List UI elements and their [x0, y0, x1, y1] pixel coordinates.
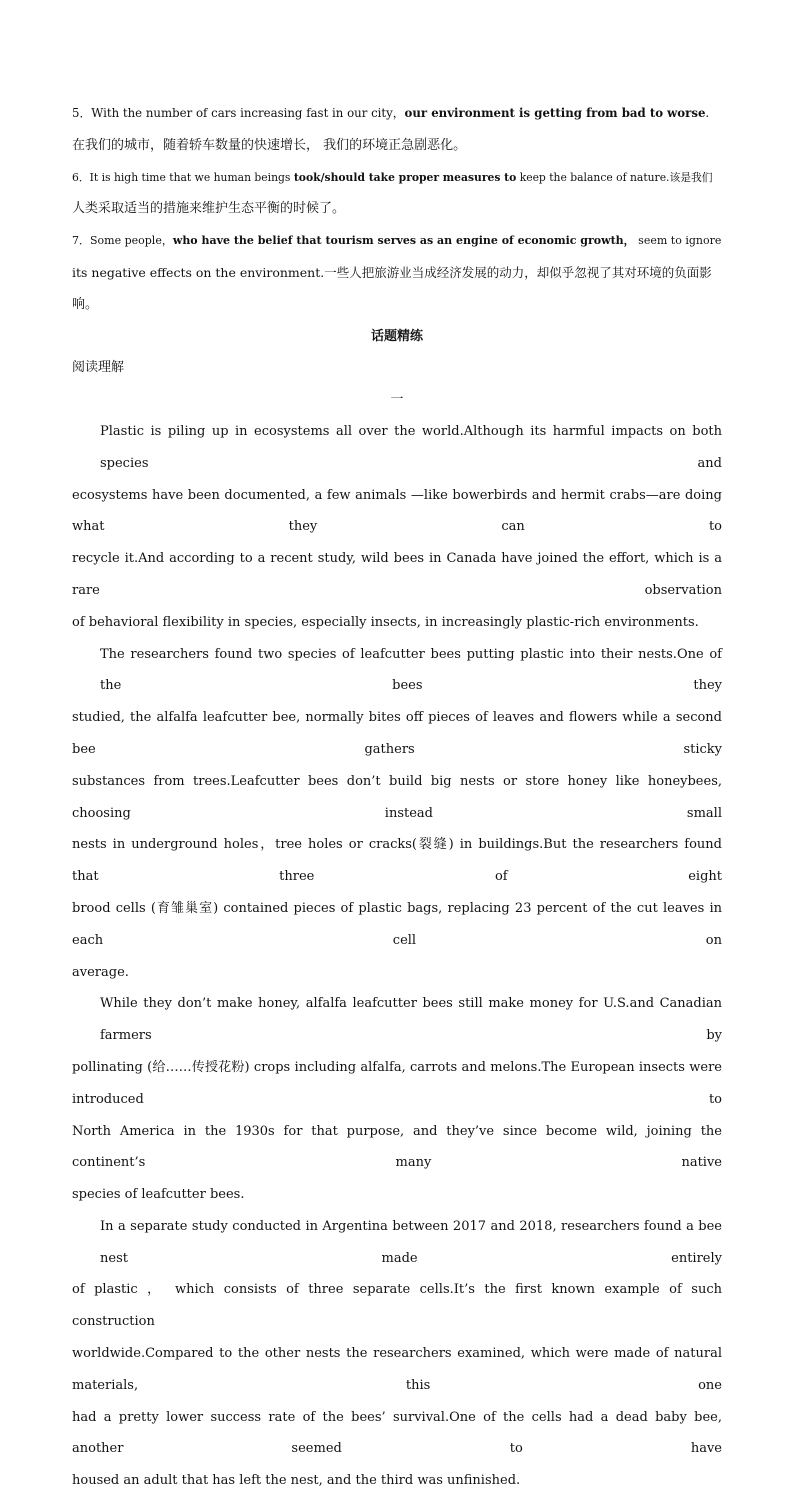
- sentence-6-bold: took/should take proper measures to: [293, 170, 517, 184]
- paragraph-3-line-3: North America in the 1930s for that purpose, and they’ve since become wild, joining the continent’s many native: [72, 1123, 722, 1171]
- section-title: 话题精练: [370, 328, 423, 344]
- paragraph-2-line-5: brood cells (育雏巢室) contained pieces of plastic bags, replacing 23 percent of the cut leaves in each cell on: [72, 900, 722, 948]
- sentence-7-label: 7．: [72, 234, 90, 248]
- paragraph-2-line-6: average.: [72, 964, 129, 980]
- sentence-7-line2: its negative effects on the environment.一些人把旅游业当成经济发展的动力，却似乎忽视了其对环境的负面影: [72, 264, 712, 280]
- sentence-6: [72, 162, 722, 194]
- sentence-5-label: 5．: [72, 106, 92, 120]
- paragraph-1-line-4: of behavioral flexibility in species, especially insects, in increasingly plastic-rich environments.: [72, 614, 699, 630]
- sentence-6-line2: 人类采取适当的措施来维护生态平衡的时候了。: [72, 201, 346, 217]
- paragraph-4-line-2: of plastic ， which consists of three separate cells.It’s the first known example of such construction: [72, 1282, 722, 1330]
- paragraph-2-line-2: studied, the alfalfa leafcutter bee, normally bites off pieces of leaves and flowers while a second bee gathers sticky: [72, 710, 722, 757]
- sentence-7-post: seem to ignore: [634, 234, 722, 248]
- paragraph-1-line-2: ecosystems have been documented, a few animals —like bowerbirds and hermit crabs—are doing what they can to: [72, 487, 722, 535]
- paragraph-3-line-1: While they don’t make honey, alfalfa leafcutter bees still make money for U.S.and Canadian farmers by: [100, 996, 722, 1044]
- sentence-5-post: .: [705, 106, 710, 120]
- sentence-6-pre: It is high time that we human beings: [89, 170, 294, 184]
- sentence-6-post: keep the balance of nature.该是我们: [516, 170, 713, 184]
- sentence-7-pre: Some people，: [90, 234, 173, 248]
- paragraph-2-line-4: nests in underground holes，tree holes or cracks(裂缝) in buildings.But the researchers found that three of eight: [72, 837, 722, 885]
- document-page: [72, 98, 722, 1497]
- sentence-7: [72, 225, 722, 257]
- sentence-5-bold: our environment is getting from bad to worse: [404, 106, 706, 120]
- sentence-5: [72, 98, 722, 130]
- paragraph-3-line-4: species of leafcutter bees.: [72, 1187, 245, 1203]
- paragraph-3-line-2: pollinating (给……传授花粉) crops including alfalfa, carrots and melons.The European insects were introduced to: [72, 1059, 722, 1107]
- paragraph-4-line-3: worldwide.Compared to the other nests the researchers examined, which were made of natural materials, this one: [72, 1346, 722, 1393]
- paragraph-4-line-1: In a separate study conducted in Argentina between 2017 and 2018, researchers found a bee nest made entirely: [100, 1218, 722, 1266]
- paragraph-1-line-1: Plastic is piling up in ecosystems all over the world.Although its harmful impacts on both species and: [100, 423, 722, 471]
- paragraph-4-line-4: had a pretty lower success rate of the bees’ survival.One of the cells had a dead baby bee, another seemed to have: [72, 1409, 722, 1457]
- paragraph-2-line-3: substances from trees.Leafcutter bees don’t build big nests or store honey like honeybees, choosing instead small: [72, 773, 722, 821]
- sentence-5-pre: With the number of cars increasing fast in our city，: [91, 106, 405, 120]
- sentence-6-label: 6．: [72, 170, 90, 184]
- sentence-7-bold: who have the belief that tourism serves as an engine of economic growth，: [172, 234, 635, 248]
- paragraph-1-line-3: recycle it.And according to a recent study, wild bees in Canada have joined the effort, which is a rare observation: [72, 551, 722, 598]
- paragraph-2-line-1: The researchers found two species of leafcutter bees putting plastic into their nests.One of the bees they: [100, 646, 722, 694]
- sentence-7-line3: 响。: [72, 296, 99, 312]
- subsection-heading: 阅读理解: [72, 360, 125, 376]
- sentence-5-translation: 在我们的城市，随着轿车数量的快速增长， 我们的环境正急剧恶化。: [72, 137, 467, 153]
- passage-number: 一: [390, 392, 404, 408]
- paragraph-4-line-5: housed an adult that has left the nest, and the third was unfinished.: [72, 1473, 521, 1489]
